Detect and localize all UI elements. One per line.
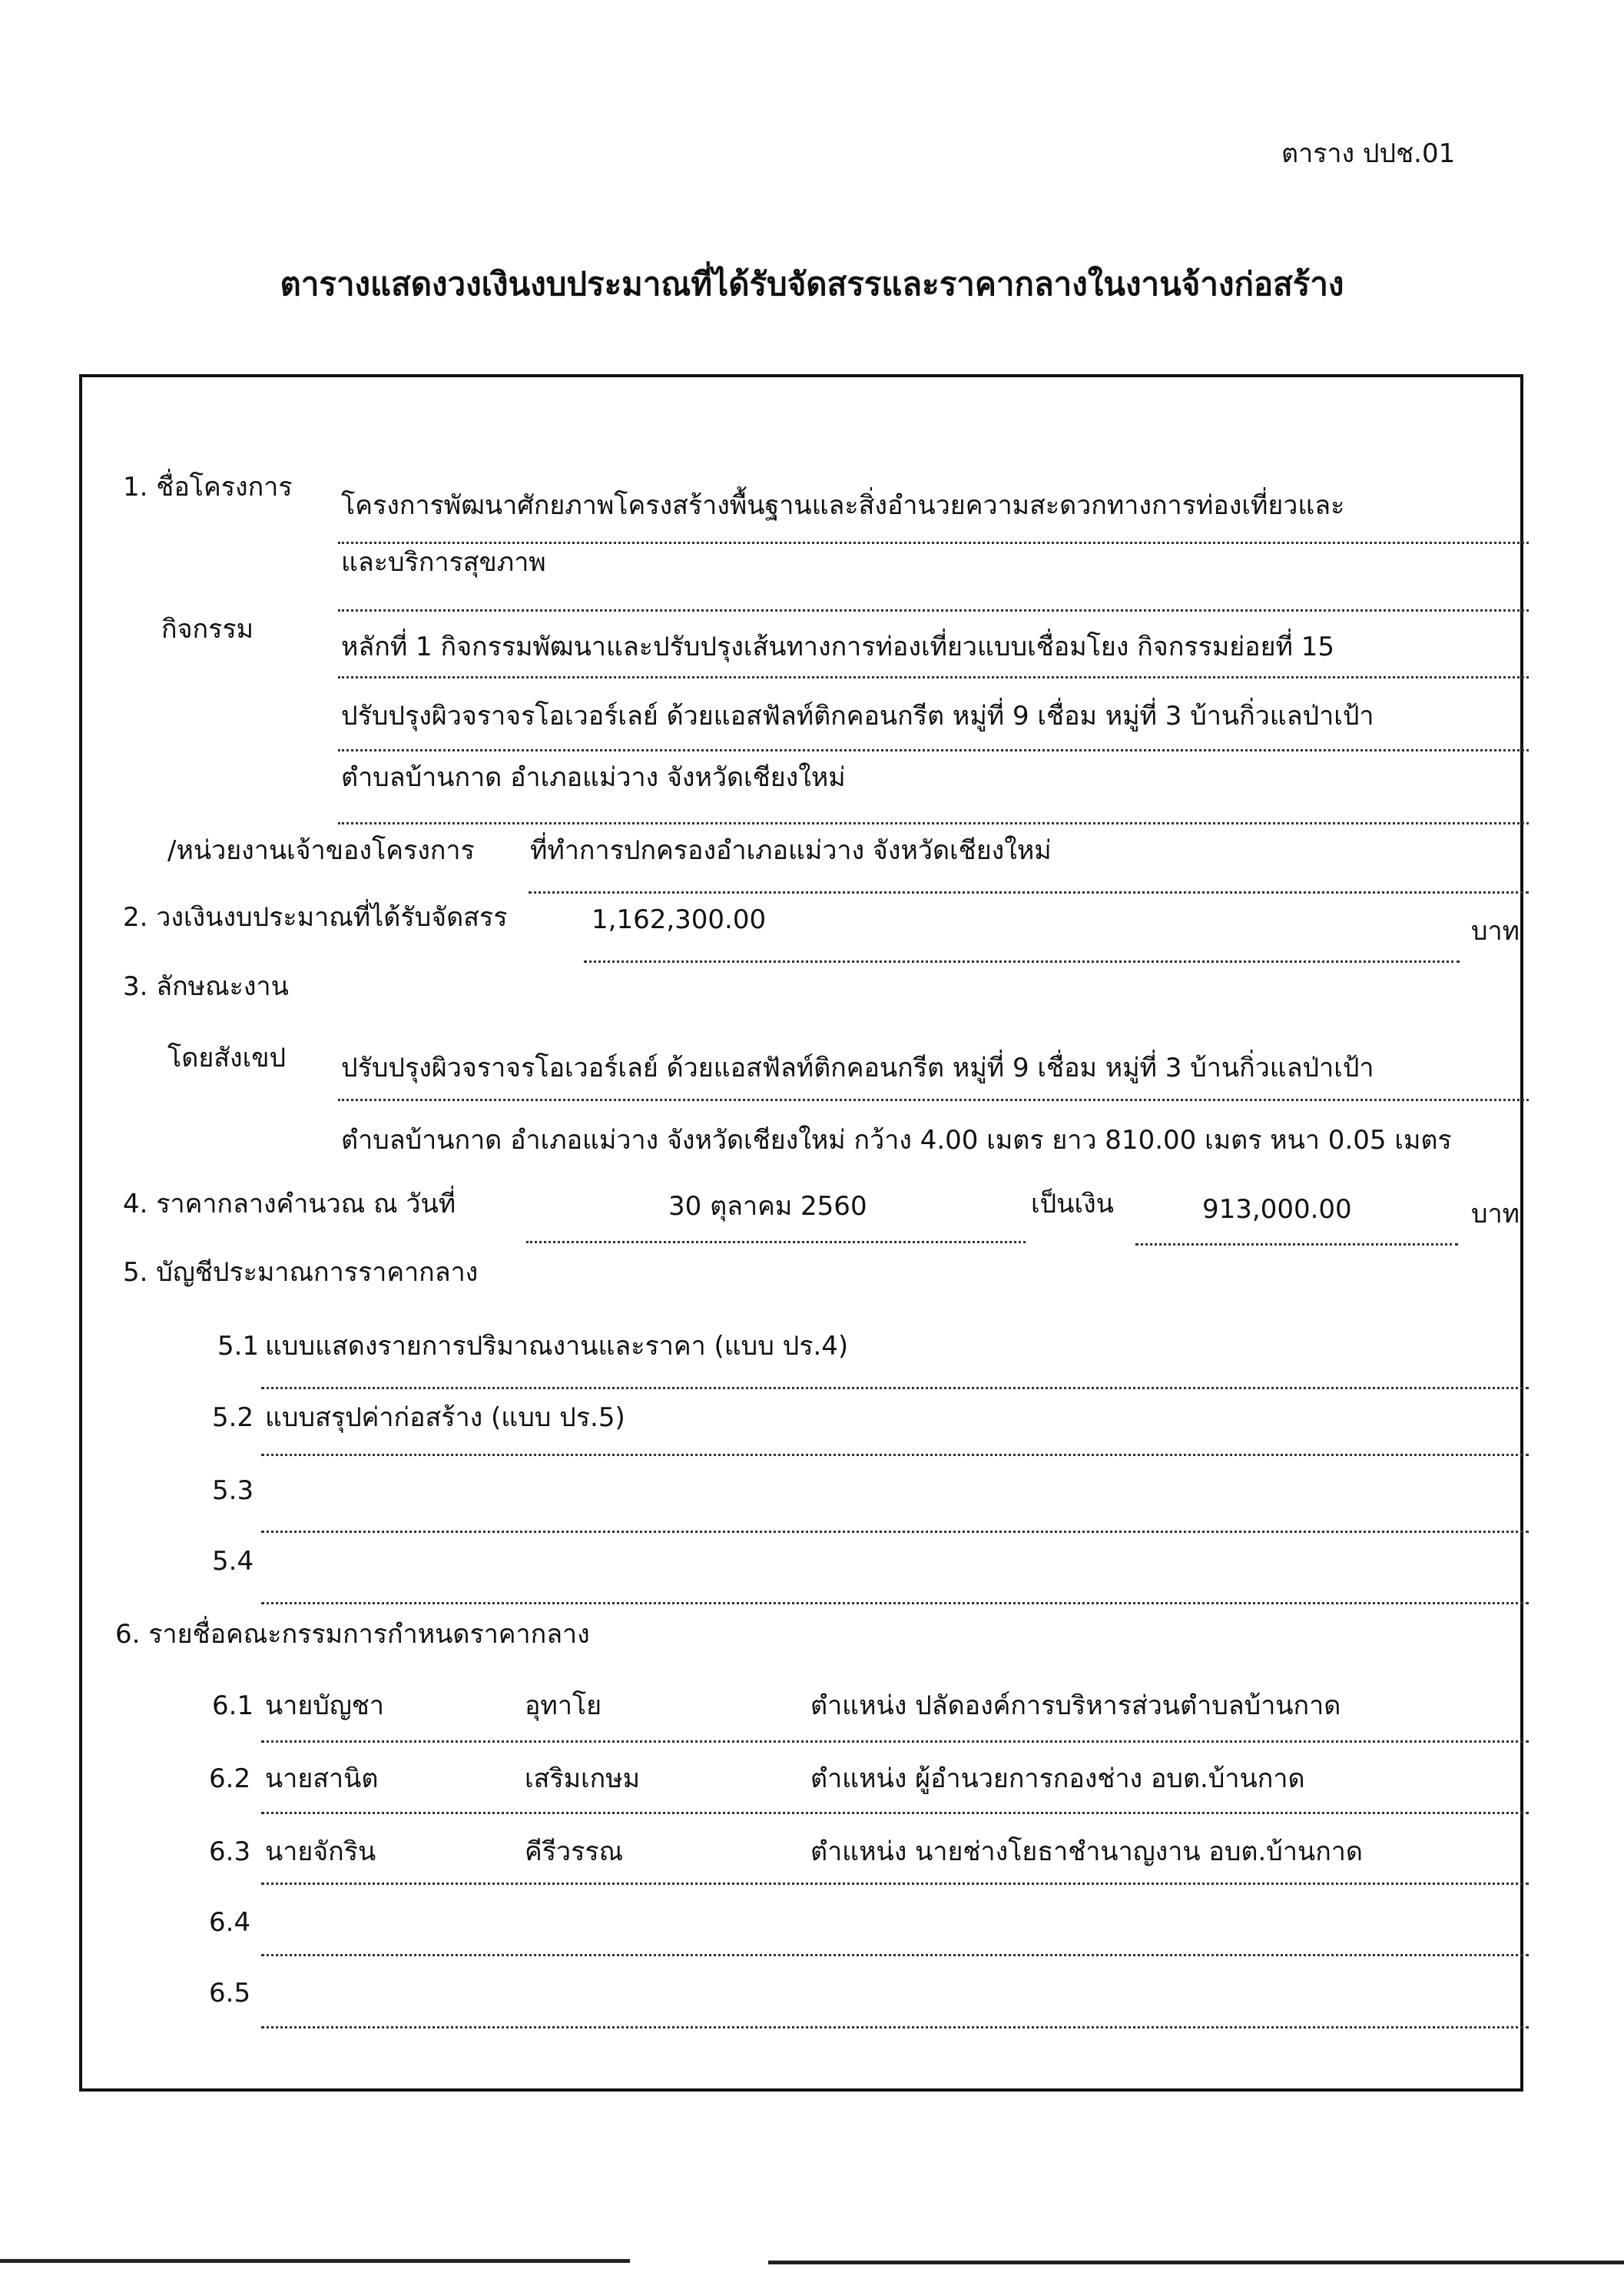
activity-dotted-line-3 xyxy=(338,822,1529,824)
median-price-amount: 913,000.00 xyxy=(1202,1194,1352,1225)
committee-member-no: 6.1 xyxy=(212,1690,254,1721)
budget-dotted-line xyxy=(584,960,1460,963)
committee-member-first-name: นายบัญชา xyxy=(265,1690,384,1721)
committee-member-first-name: นายจักริน xyxy=(265,1836,376,1867)
median-price-dotted-line xyxy=(1135,1243,1458,1246)
estimate-item-no: 5.3 xyxy=(212,1475,254,1506)
scan-edge-left xyxy=(0,2259,630,2263)
section-2-label: 2. วงเงินงบประมาณที่ได้รับจัดสรร xyxy=(123,902,508,933)
estimate-item-no: 5.4 xyxy=(212,1546,254,1577)
form-code: ตาราง ปปช.01 xyxy=(1281,138,1456,169)
owner-dotted-line xyxy=(529,891,1529,894)
committee-member-position: ตำแหน่ง นายช่างโยธาชำนาญงาน อบต.บ้านกาด xyxy=(810,1836,1363,1867)
committee-member-last-name: คีรีวรรณ xyxy=(525,1836,624,1867)
committee-member-last-name: เสริมเกษม xyxy=(525,1763,641,1794)
project-name-line-1: โครงการพัฒนาศักยภาพโครงสร้างพื้นฐานและสิ่งอำนวยความสะดวกทางการท่องเที่ยวและ xyxy=(341,490,1345,521)
document-title: ตารางแสดงวงเงินงบประมาณที่ได้รับจัดสรรและราคากลางในงานจ้างก่อสร้าง xyxy=(280,265,1344,303)
estimate-item-dotted-line xyxy=(261,1602,1529,1604)
owner-label: /หน่วยงานเจ้าของโครงการ xyxy=(167,835,475,866)
estimate-item-no: 5.1 xyxy=(217,1331,260,1362)
committee-member-position: ตำแหน่ง ปลัดองค์การบริหารส่วนตำบลบ้านกาด xyxy=(810,1690,1341,1721)
section-5-label: 5. บัญชีประมาณการราคากลาง xyxy=(123,1257,479,1288)
committee-member-first-name: นายสานิต xyxy=(265,1763,379,1794)
median-price-unit: บาท xyxy=(1471,1199,1520,1229)
committee-member-no: 6.4 xyxy=(209,1907,251,1938)
estimate-item-dotted-line xyxy=(261,1531,1529,1533)
owner-value: ที่ทำการปกครองอำเภอแม่วาง จังหวัดเชียงใหม่ xyxy=(530,835,1052,866)
committee-dotted-line xyxy=(261,1954,1529,1956)
committee-dotted-line xyxy=(261,2026,1529,2028)
estimate-item-dotted-line xyxy=(261,1387,1529,1389)
budget-unit: บาท xyxy=(1471,916,1520,947)
committee-dotted-line xyxy=(261,1740,1529,1743)
section-3-label: 3. ลักษณะงาน xyxy=(123,971,289,1002)
committee-dotted-line xyxy=(261,1812,1529,1814)
reference-date-dotted-line xyxy=(526,1241,1026,1243)
project-name-line-2: และบริการสุขภาพ xyxy=(341,547,546,578)
budget-amount: 1,162,300.00 xyxy=(592,904,767,935)
section-4-label: 4. ราคากลางคำนวณ ณ วันที่ xyxy=(123,1189,456,1219)
scan-edge-right xyxy=(768,2261,1624,2264)
summary-line-2: ตำบลบ้านกาด อำเภอแม่วาง จังหวัดเชียงใหม่ กว้าง 4.00 เมตร ยาว 810.00 เมตร หนา 0.05 เมตร xyxy=(341,1125,1452,1156)
activity-dotted-line-2 xyxy=(338,749,1529,751)
committee-member-position: ตำแหน่ง ผู้อำนวยการกองช่าง อบต.บ้านกาด xyxy=(810,1763,1305,1794)
estimate-item-text: แบบสรุปค่าก่อสร้าง (แบบ ปร.5) xyxy=(265,1402,625,1433)
committee-member-last-name: อุทาโย xyxy=(525,1690,602,1721)
activity-label: กิจกรรม xyxy=(161,614,254,645)
estimate-item-text: แบบแสดงรายการปริมาณงานและราคา (แบบ ปร.4) xyxy=(265,1331,849,1362)
committee-dotted-line xyxy=(261,1883,1529,1885)
section-6-label: 6. รายชื่อคณะกรรมการกำหนดราคากลาง xyxy=(115,1619,590,1650)
activity-line-2: ปรับปรุงผิวจราจรโอเวอร์เลย์ ด้วยแอสฟัลท์ติกคอนกรีต หมู่ที่ 9 เชื่อม หมู่ที่ 3 บ้านกิ่วแลป่าเป้า xyxy=(341,701,1374,731)
estimate-item-dotted-line xyxy=(261,1454,1529,1456)
activity-line-3: ตำบลบ้านกาด อำเภอแม่วาง จังหวัดเชียงใหม่ xyxy=(341,762,846,793)
activity-line-1: หลักที่ 1 กิจกรรมพัฒนาและปรับปรุงเส้นทางการท่องเที่ยวแบบเชื่อมโยง กิจกรรมย่อยที่ 15 xyxy=(341,632,1334,662)
section-1-label: 1. ชื่อโครงการ xyxy=(123,472,293,503)
summary-label: โดยสังเขป xyxy=(167,1043,287,1073)
committee-member-no: 6.5 xyxy=(209,1978,251,2009)
median-price-label: เป็นเงิน xyxy=(1031,1189,1114,1219)
project-name-dotted-line-1 xyxy=(338,542,1529,544)
project-name-dotted-line-2 xyxy=(338,609,1529,612)
summary-line-1: ปรับปรุงผิวจราจรโอเวอร์เลย์ ด้วยแอสฟัลท์ติกคอนกรีต หมู่ที่ 9 เชื่อม หมู่ที่ 3 บ้านกิ่วแลป่าเป้า xyxy=(341,1053,1374,1083)
estimate-item-no: 5.2 xyxy=(212,1402,254,1433)
committee-member-no: 6.3 xyxy=(209,1836,251,1867)
activity-dotted-line-1 xyxy=(338,676,1529,678)
committee-member-no: 6.2 xyxy=(209,1763,251,1794)
reference-date: 30 ตุลาคม 2560 xyxy=(668,1191,867,1222)
summary-dotted-line-1 xyxy=(338,1099,1529,1101)
